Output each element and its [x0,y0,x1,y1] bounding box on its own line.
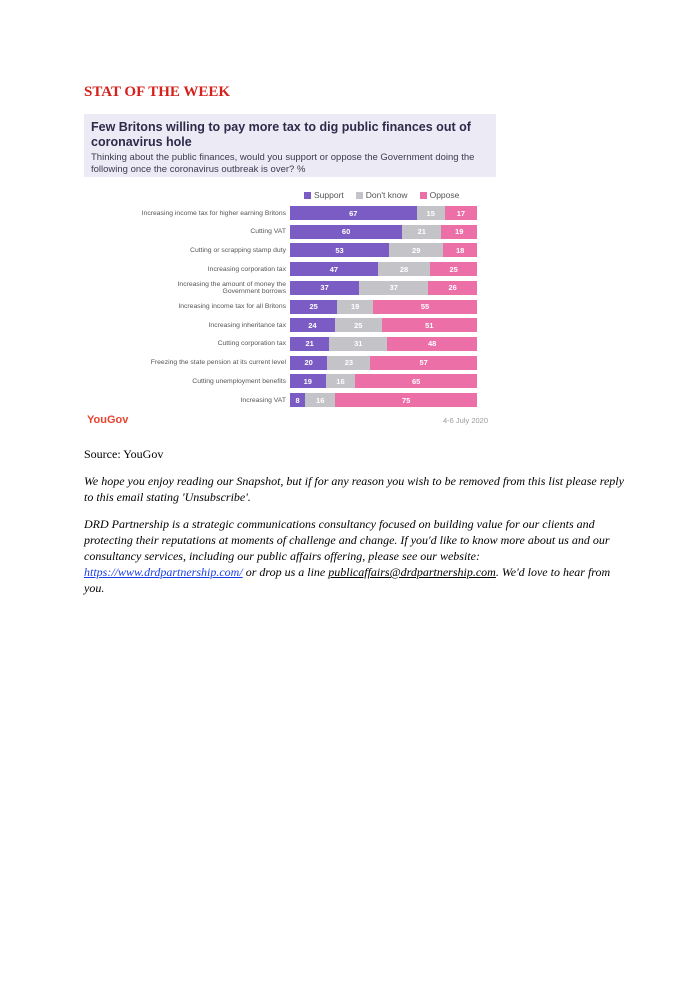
chart-row [84,300,496,314]
chart-row [84,318,496,332]
bar-segment-support: 21 [290,337,329,351]
chart-row [84,356,496,370]
bar-segment-don-t-know: 21 [402,225,441,239]
category-label: Freezing the state pension at its current level [150,359,286,367]
bar-segment-oppose: 17 [445,206,477,220]
bar-segment-support: 60 [290,225,402,239]
bar-segment-oppose: 75 [335,393,477,407]
stacked-bar [290,206,477,220]
category-label: Cutting VAT [250,228,286,236]
legend-label: Support [314,190,344,200]
stacked-bar [290,262,477,276]
bar-segment-oppose: 48 [387,337,477,351]
legend-item [420,190,460,200]
stacked-bar [290,374,477,388]
email-link[interactable]: publicaffairs@drdpartnership.com [328,565,496,579]
bar-segment-don-t-know: 28 [378,262,430,276]
bar-segment-oppose: 51 [382,318,477,332]
bar-segment-don-t-know: 25 [335,318,382,332]
bar-segment-support: 19 [290,374,326,388]
category-label: Increasing VAT [240,396,286,404]
chart-row [84,281,496,295]
bar-segment-oppose: 19 [441,225,477,239]
about-paragraph [84,516,624,596]
legend-swatch [304,192,311,199]
chart-row [84,393,496,407]
category-label: Increasing income tax for all Britons [178,303,286,310]
bar-segment-don-t-know: 19 [337,300,373,314]
about-text-middle: or drop us a line [242,565,329,579]
bar-segment-don-t-know: 29 [389,243,443,257]
category-label: Increasing corporation tax [207,265,286,273]
bar-segment-oppose: 18 [443,243,477,257]
bar-segment-don-t-know: 16 [326,374,356,388]
legend-item [304,190,344,200]
chart-title-band [84,114,496,177]
stacked-bar [290,243,477,257]
bar-segment-don-t-know: 16 [305,393,335,407]
stacked-bar [290,225,477,239]
category-label: Increasing the amount of money the Government borrows [177,280,286,295]
stacked-bar [290,281,477,295]
stacked-bar [290,393,477,407]
bar-segment-oppose: 25 [430,262,477,276]
bar-segment-oppose: 57 [370,356,477,370]
website-link[interactable]: https://www.drdpartnership.com/ [84,565,243,579]
chart-legend [304,190,459,200]
bar-segment-support: 67 [290,206,417,220]
chart-row [84,374,496,388]
category-label: Cutting unemployment benefits [192,377,286,385]
bar-segment-support: 20 [290,356,327,370]
bar-segment-support: 24 [290,318,335,332]
category-label: Increasing inheritance tax [208,321,286,329]
chart-row [84,243,496,257]
bar-segment-support: 25 [290,300,337,314]
stat-of-the-week-heading: STAT OF THE WEEK [84,84,231,100]
chart-row [84,262,496,276]
legend-label: Oppose [429,190,460,200]
bar-segment-oppose: 65 [355,374,477,388]
bar-segment-don-t-know: 15 [417,206,445,220]
bar-segment-support: 37 [290,281,359,295]
bar-segment-don-t-know: 31 [329,337,387,351]
bar-segment-support: 8 [290,393,305,407]
stacked-bar [290,318,477,332]
category-label: Increasing income tax for higher earning Britons [141,209,286,217]
chart-subtitle: Thinking about the public finances, would you support or oppose the Government doing the following once the coronavirus outbreak is over? % [91,152,475,175]
bar-segment-don-t-know: 23 [327,356,370,370]
chart-row [84,206,496,220]
category-label: Cutting corporation tax [217,340,286,348]
about-text: DRD Partnership is a strategic communications consultancy focused on building value for our clients and protecting their reputations at moments of challenge and change. If you'd like to know more about us and our consultancy services, including our public affairs offering, please see our website: [84,517,610,563]
unsubscribe-paragraph: We hope you enjoy reading our Snapshot, but if for any reason you wish to be removed from this list please reply to this email stating 'Unsubscribe'. [84,474,624,504]
source-line: Source: YouGov [84,447,164,461]
poll-chart [84,112,496,432]
survey-date: 4-6 July 2020 [442,416,488,425]
chart-row [84,225,496,239]
legend-label: Don't know [365,190,408,200]
bar-segment-support: 53 [290,243,389,257]
stacked-bar [290,356,477,370]
about-text-end: . We'd love to hear from you. [84,565,611,595]
legend-item [356,190,408,200]
chart-row [84,337,496,351]
yougov-logo: YouGov [87,414,129,426]
bar-segment-don-t-know: 37 [359,281,428,295]
bar-segment-oppose: 55 [373,300,477,314]
stacked-bar [290,337,477,351]
bar-segment-oppose: 26 [428,281,477,295]
category-label: Cutting or scrapping stamp duty [190,246,286,254]
bar-segment-support: 47 [290,262,378,276]
legend-swatch [420,192,427,199]
legend-swatch [356,192,363,199]
stacked-bar [290,300,477,314]
chart-title: Few Britons willing to pay more tax to dig public finances out of coronavirus hole [91,120,471,149]
